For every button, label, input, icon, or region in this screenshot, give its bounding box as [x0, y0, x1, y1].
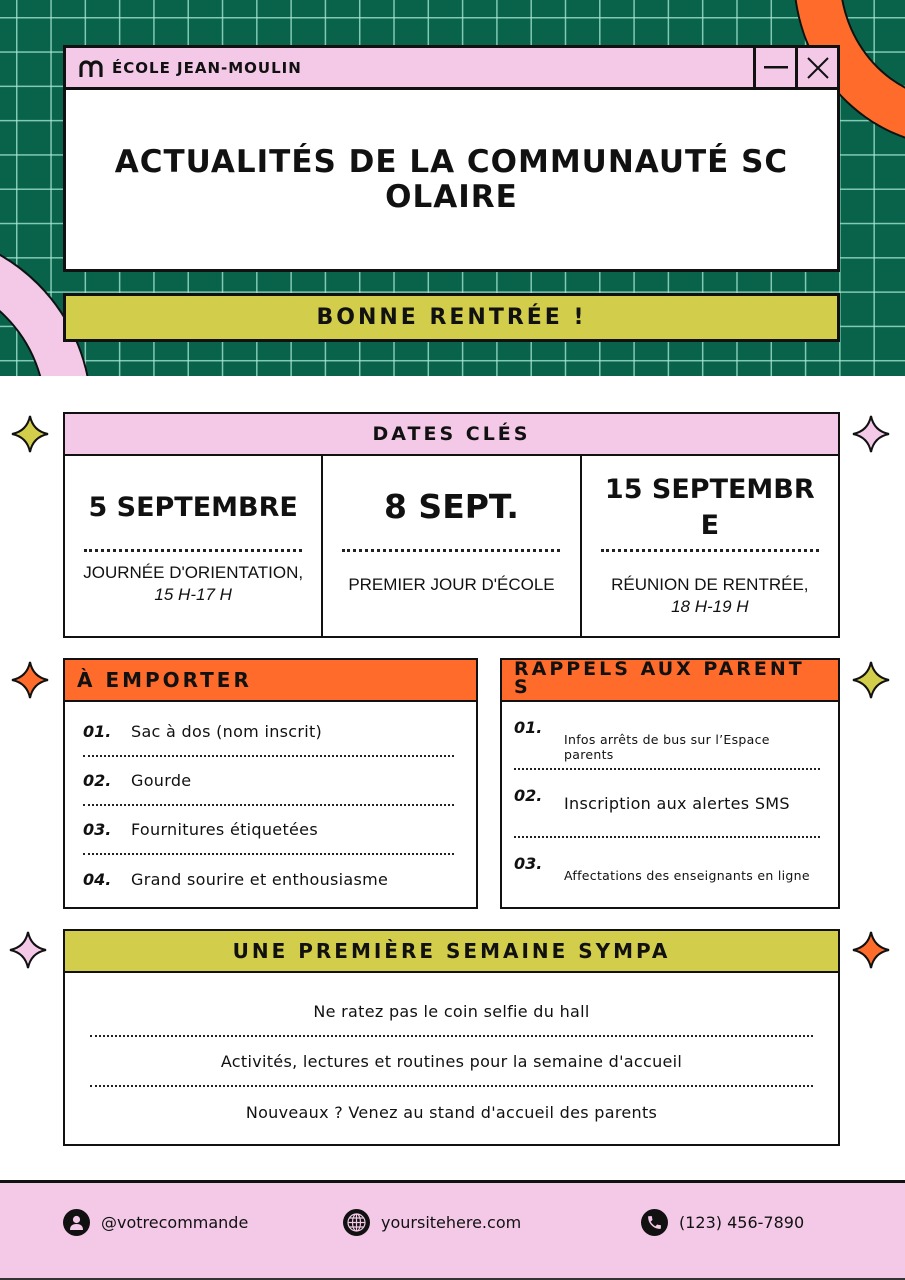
welcome-text: BONNE RENTRÉE !: [316, 305, 587, 330]
bring-list: [65, 702, 476, 904]
phone-text: (123) 456-7890: [679, 1213, 805, 1232]
website-text: yoursitehere.com: [381, 1213, 522, 1232]
list-item: Nouveaux ? Venez au stand d'accueil des parents: [245, 1102, 658, 1122]
window-body: [66, 90, 837, 269]
first-week-section: [63, 929, 840, 1146]
item-number: 01.: [83, 722, 112, 741]
sparkle-icon: [851, 414, 891, 454]
dotted-divider: [342, 549, 560, 552]
list-item: Ne ratez pas le coin selfie du hall: [90, 987, 813, 1037]
sparkle-icon: [851, 930, 891, 970]
sparkle-icon: [10, 414, 50, 454]
bring-list-section: [63, 658, 478, 909]
date-card: [323, 456, 581, 636]
title-window: [63, 45, 840, 272]
phone-link[interactable]: [641, 1209, 804, 1236]
list-item: [83, 757, 454, 806]
key-dates-section: [63, 412, 840, 638]
item-number: 02.: [83, 771, 112, 790]
date-description: PREMIER JOUR D'ÉCOLE: [348, 575, 555, 594]
minimize-button[interactable]: [753, 48, 795, 87]
close-button[interactable]: [795, 48, 837, 87]
item-number: 03.: [514, 854, 543, 873]
list-item: [83, 806, 454, 855]
dotted-divider: [84, 549, 302, 552]
welcome-banner: [63, 293, 840, 342]
item-text: Fournitures étiquetées: [131, 820, 318, 839]
date-time: 18 H-19 H: [671, 596, 749, 616]
window-title-bar: [66, 48, 837, 90]
item-text: Inscription aux alertes SMS: [564, 794, 790, 813]
list-item: [514, 838, 820, 906]
item-text: Grand sourire et enthousiasme: [131, 870, 389, 889]
item-number: 04.: [83, 870, 112, 889]
brand: [66, 59, 302, 77]
hero-grid-background: [0, 0, 905, 376]
date-description: JOURNÉE D'ORIENTATION,: [83, 563, 304, 582]
item-number: 03.: [83, 820, 112, 839]
m-logo-icon: [78, 59, 104, 77]
item-text: Affectations des enseignants en ligne: [564, 868, 810, 883]
sparkle-icon: [8, 930, 48, 970]
date-time: 15 H-17 H: [154, 584, 232, 604]
social-handle-text: @votrecommande: [101, 1213, 249, 1232]
dotted-divider: [601, 549, 819, 552]
date-card: [582, 456, 838, 636]
date-card: [65, 456, 323, 636]
sparkle-icon: [10, 660, 50, 700]
reminders-list: [502, 702, 838, 906]
list-item: [514, 770, 820, 838]
date-value: 8 SEPT.: [383, 487, 519, 527]
list-item: Activités, lectures et routines pour la semaine d'accueil: [90, 1037, 813, 1087]
item-text: Gourde: [131, 771, 192, 790]
first-week-heading: UNE PREMIÈRE SEMAINE SYMPA: [65, 931, 838, 973]
user-icon: [63, 1209, 90, 1236]
contact-footer: [0, 1180, 905, 1280]
website-link[interactable]: [343, 1209, 521, 1236]
item-number: 01.: [514, 718, 543, 737]
parent-reminders-heading: RAPPELS AUX PARENTS: [502, 660, 838, 702]
item-text: Infos arrêts de bus sur l’Espace parents: [564, 732, 770, 762]
globe-icon: [343, 1209, 370, 1236]
page-title: ACTUALITÉS DE LA COMMUNAUTÉ SCOLAIRE: [114, 144, 789, 215]
first-week-list: [65, 973, 838, 1137]
minimize-icon: [764, 66, 788, 70]
item-number: 02.: [514, 786, 543, 805]
list-item: [83, 708, 454, 757]
key-dates-heading: DATES CLÉS: [65, 414, 838, 456]
list-item: [83, 855, 454, 904]
list-item: [514, 702, 820, 770]
sparkle-icon: [851, 660, 891, 700]
social-handle[interactable]: [63, 1209, 248, 1236]
phone-icon: [641, 1209, 668, 1236]
date-value: 5 SEPTEMBRE: [88, 491, 298, 523]
item-text: Sac à dos (nom inscrit): [131, 722, 323, 741]
key-dates-grid: [65, 456, 838, 636]
bring-list-heading: À EMPORTER: [65, 660, 476, 702]
date-value: 15 SEPTEMBRE: [604, 474, 815, 541]
parent-reminders-section: [500, 658, 840, 909]
close-icon: [806, 56, 830, 80]
date-description: RÉUNION DE RENTRÉE,: [611, 575, 809, 594]
school-name: ÉCOLE JEAN-MOULIN: [112, 58, 302, 77]
